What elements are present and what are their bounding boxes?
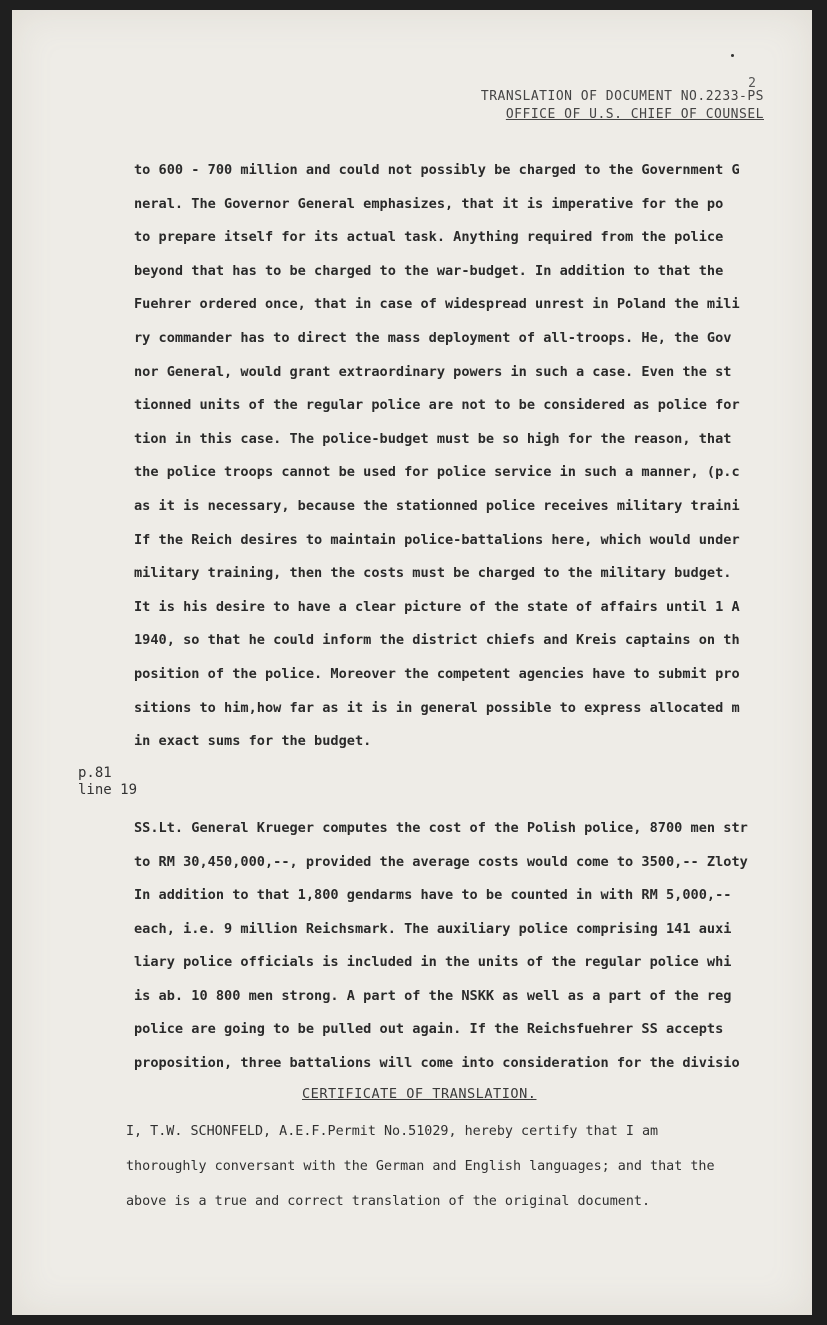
body-line: beyond that has to be charged to the war-budget. In addition to that the [134,262,724,279]
body-line: sitions to him,how far as it is in general possible to express allocated m [134,699,740,716]
document-page [12,10,812,1315]
body-line: tionned units of the regular police are not to be considered as police for [134,397,740,414]
body-line: proposition, three battalions will come into consideration for the divisio [134,1054,740,1071]
body-line: the police troops cannot be used for police service in such a manner, (p.c [134,464,740,481]
page-number: 2 [748,76,756,91]
body-line: ry commander has to direct the mass deployment of all-troops. He, the Gov [134,330,732,346]
body-line: to 600 - 700 million and could not possibly be charged to the Government G [134,162,740,178]
body-line: to prepare itself for its actual task. Anything required from the police [134,229,724,246]
certificate-line: I, T.W. SCHONFELD, A.E.F.Permit No.51029, hereby certify that I am [126,1124,659,1139]
document-header [481,88,764,124]
reference-page: p.81 [78,765,112,781]
body-line: tion in this case. The police-budget must be so high for the reason, that [134,430,732,447]
body-line: It is his desire to have a clear picture of the state of affairs until 1 A [134,598,740,615]
certificate-line: thoroughly conversant with the German and English languages; and that the [126,1159,715,1174]
body-line: If the Reich desires to maintain police-battalions here, which would under [134,531,740,548]
body-line: as it is necessary, because the stationned police receives military traini [134,498,740,514]
reference-line: line 19 [78,782,138,798]
body-line: in exact sums for the budget. [134,733,372,750]
certificate-title: CERTIFICATE OF TRANSLATION. [302,1086,537,1102]
header-document-number: TRANSLATION OF DOCUMENT NO.2233-PS [480,89,764,104]
body-line: to RM 30,450,000,--, provided the average costs would come to 3500,-- Zloty [134,853,748,870]
body-line: police are going to be pulled out again. If the Reichsfuehrer SS accepts [134,1021,724,1037]
ink-dot [731,54,734,57]
body-line: each, i.e. 9 million Reichsmark. The auxiliary police comprising 141 auxi [134,920,732,937]
body-line: is ab. 10 800 men strong. A part of the NSKK as well as a part of the reg [134,987,732,1004]
body-line: liary police officials is included in the units of the regular police whi [134,954,732,970]
body-line: Fuehrer ordered once, that in case of widespread unrest in Poland the mili [134,296,740,313]
body-line: position of the police. Moreover the competent agencies have to submit pro [134,666,740,682]
body-line: military training, then the costs must be charged to the military budget. [134,565,732,582]
body-line: SS.Lt. General Krueger computes the cost of the Polish police, 8700 men str [134,820,748,836]
body-line: In addition to that 1,800 gendarms have to be counted in with RM 5,000,-- [134,887,732,903]
body-line: 1940, so that he could inform the district chiefs and Kreis captains on th [134,632,740,649]
certificate-line: above is a true and correct translation of the original document. [126,1194,651,1209]
body-line: nor General, would grant extraordinary powers in such a case. Even the st [134,363,732,380]
header-office: OFFICE OF U.S. CHIEF OF COUNSEL [505,107,764,122]
body-line: neral. The Governor General emphasizes, that it is imperative for the po [134,195,724,212]
